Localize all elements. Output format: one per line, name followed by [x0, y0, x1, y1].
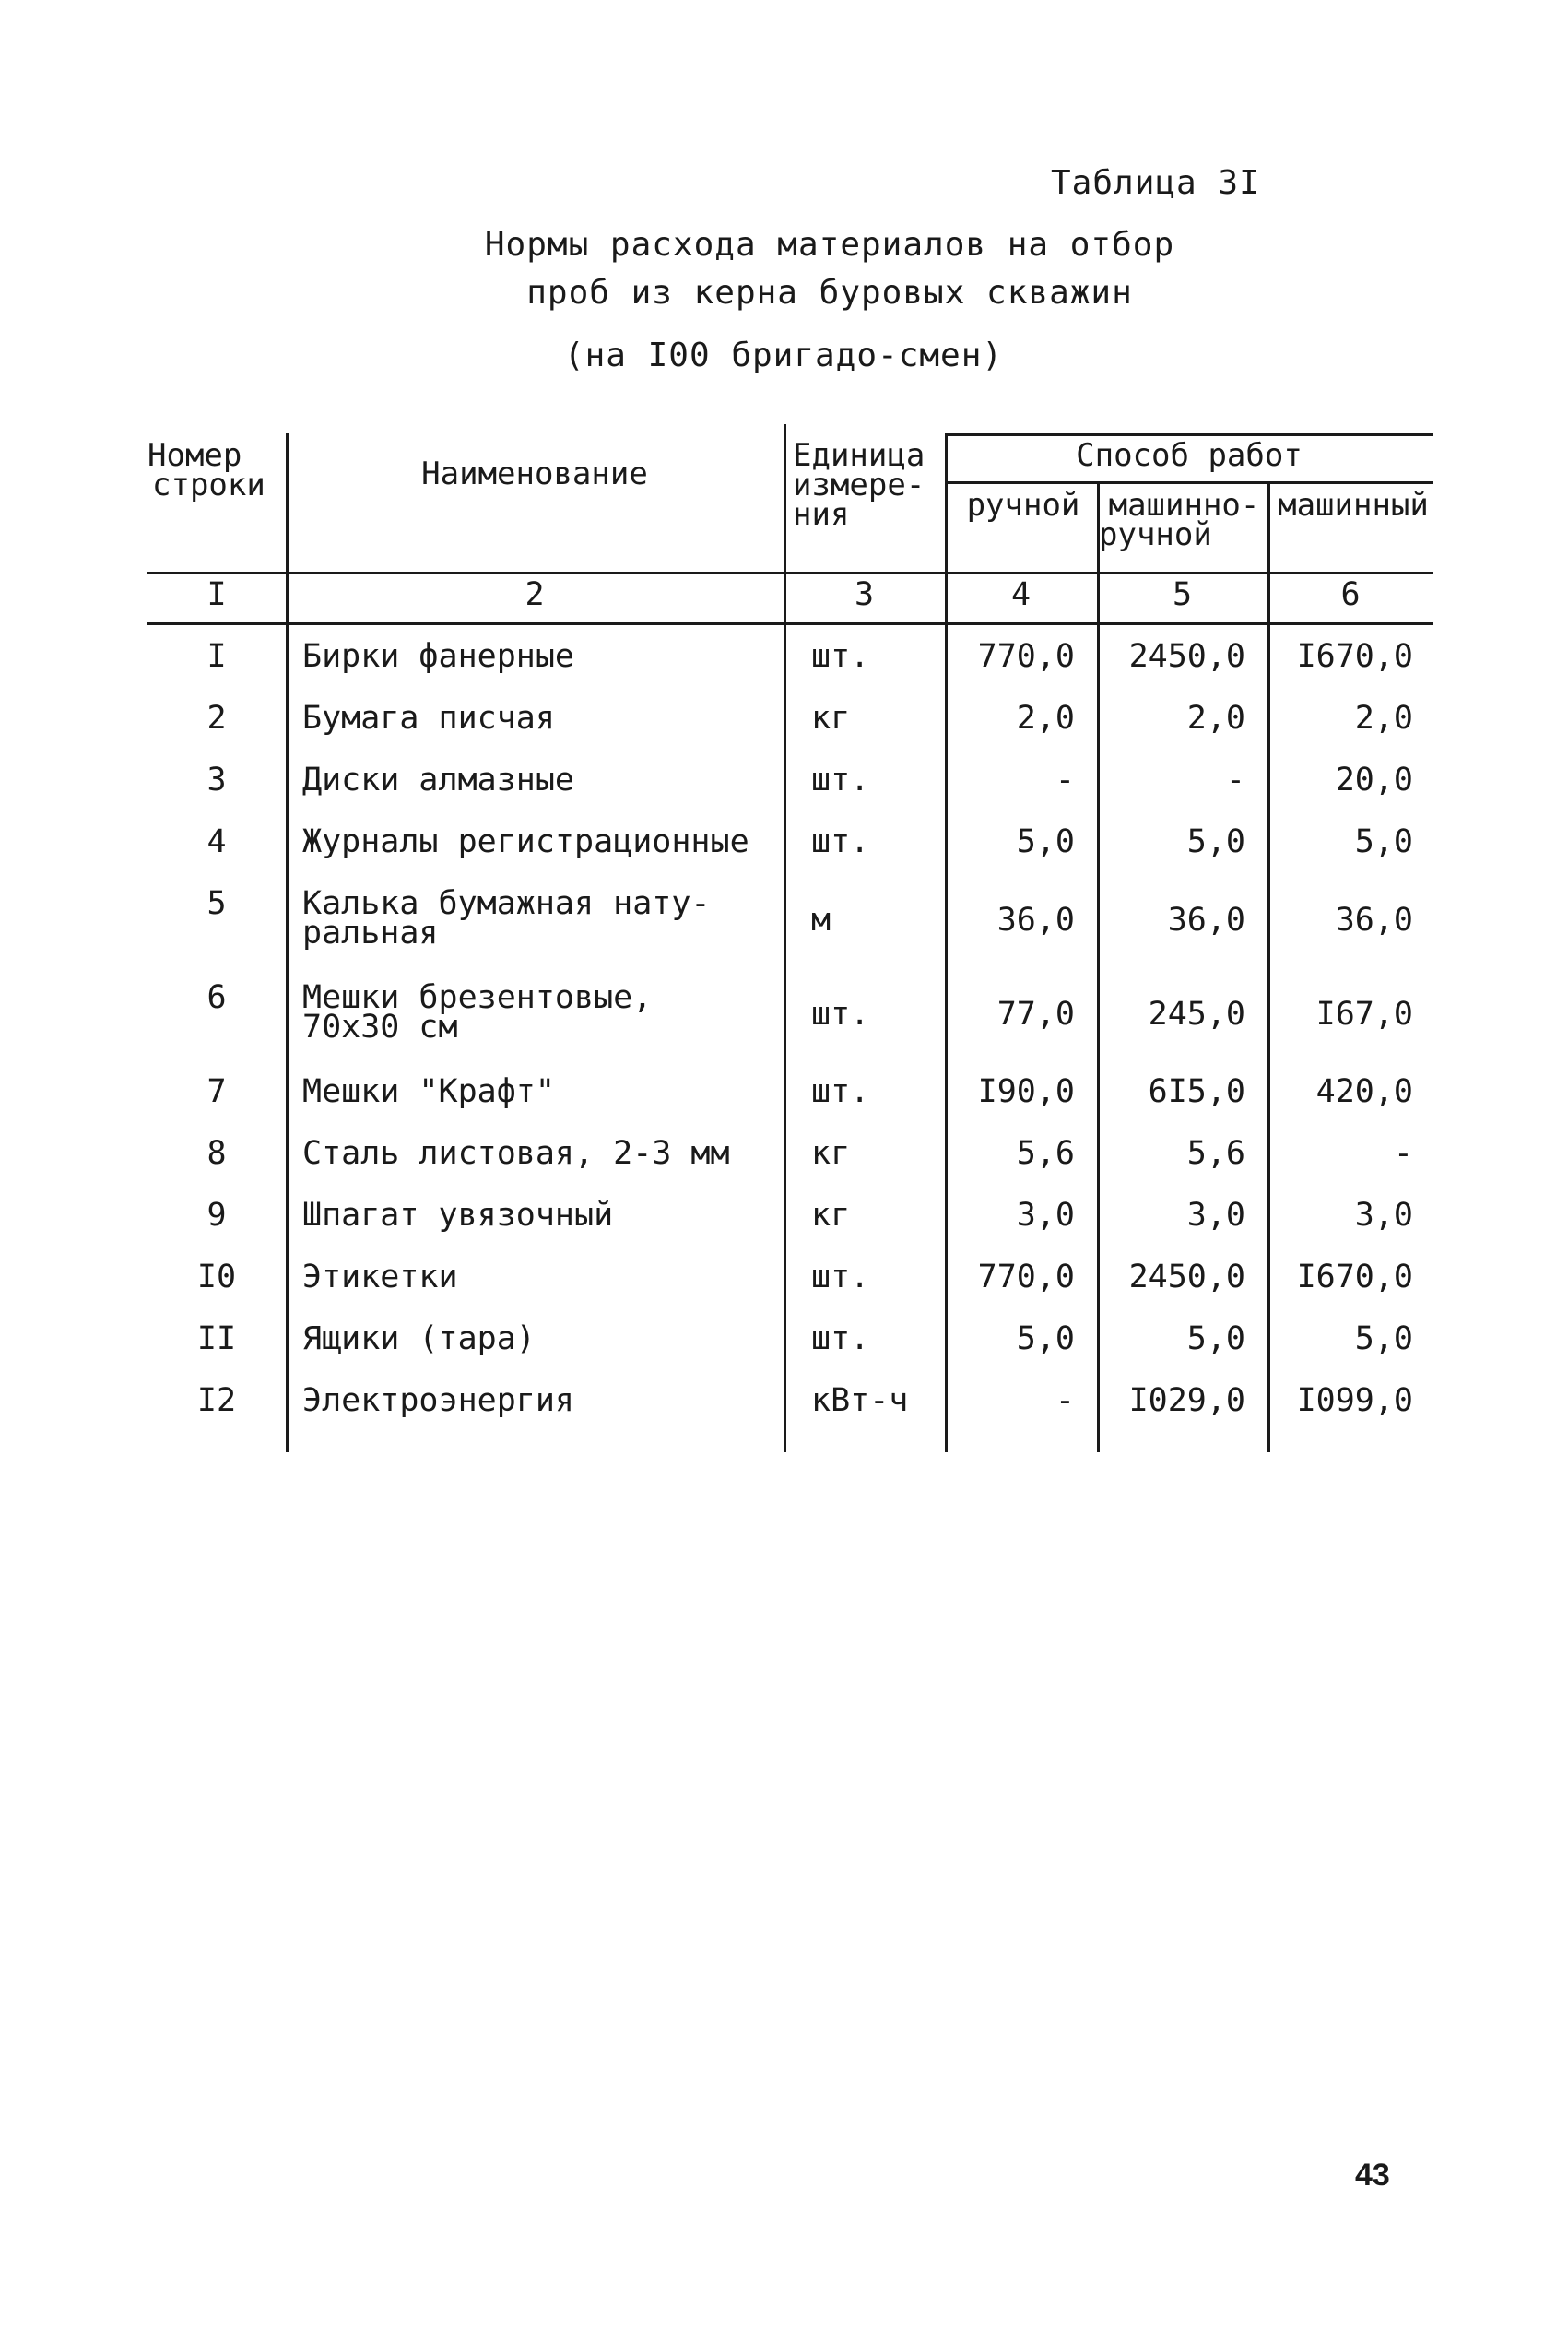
row-semi: 36,0: [1167, 902, 1245, 939]
row-machine: -: [1393, 1135, 1413, 1172]
row-unit: шт.: [811, 823, 870, 860]
row-number: 7: [206, 1073, 227, 1110]
row-name: Ящики (тара): [302, 1320, 536, 1357]
row-unit: шт.: [811, 1073, 870, 1110]
row-name: Шпагат увязочный: [302, 1197, 614, 1234]
row-manual: 5,0: [1016, 823, 1075, 860]
column-number-rule: [147, 622, 1433, 625]
row-manual: 770,0: [977, 1259, 1075, 1295]
row-name: Журналы регистрационные: [302, 823, 749, 860]
row-machine: 2,0: [1354, 700, 1413, 737]
header-unit-2: измере-: [793, 467, 925, 503]
column-number: 2: [525, 576, 545, 613]
method-sub-rule: [945, 481, 1433, 484]
row-name-cont: ральная: [302, 915, 439, 952]
row-machine: I099,0: [1296, 1382, 1413, 1419]
row-number: 3: [206, 762, 227, 798]
header-unit: Единица: [793, 437, 925, 474]
row-machine: I670,0: [1296, 638, 1413, 675]
row-name: Калька бумажная нату-: [302, 885, 711, 922]
row-semi: 2450,0: [1128, 638, 1245, 675]
row-unit: кг: [811, 1135, 851, 1172]
title-line-3: (на I00 бригадо-смен): [563, 337, 1004, 374]
column-number: 3: [854, 576, 875, 613]
row-unit: шт.: [811, 1259, 870, 1295]
row-number: 2: [206, 700, 227, 737]
row-semi: 5,0: [1186, 823, 1245, 860]
row-number: 8: [206, 1135, 227, 1172]
header-unit-3: ния: [793, 496, 850, 533]
row-semi: 5,6: [1186, 1135, 1245, 1172]
row-semi: I029,0: [1128, 1382, 1245, 1419]
row-unit: шт.: [811, 762, 870, 798]
row-machine: 36,0: [1335, 902, 1413, 939]
row-manual: -: [1055, 762, 1075, 798]
row-name: Электроэнергия: [302, 1382, 575, 1419]
header-row-no: Номер: [147, 437, 242, 474]
title-line-1: Нормы расхода материалов на отбор: [484, 226, 1175, 264]
row-unit: кг: [811, 1197, 851, 1234]
row-manual: 36,0: [996, 902, 1075, 939]
header-machine: машинный: [1278, 487, 1429, 524]
header-semi: машинно-: [1108, 487, 1260, 524]
row-number: II: [196, 1320, 237, 1357]
row-number: I: [206, 638, 227, 675]
top-rule: [945, 433, 1433, 436]
row-semi: 6I5,0: [1148, 1073, 1245, 1110]
row-semi: 2,0: [1186, 700, 1245, 737]
page-number: 43: [1355, 2158, 1390, 2193]
row-name: Мешки брезентовые,: [302, 979, 653, 1016]
row-name: Этикетки: [302, 1259, 458, 1295]
column-number: 4: [1010, 576, 1032, 613]
row-semi: 2450,0: [1128, 1259, 1245, 1295]
row-machine: 420,0: [1315, 1073, 1413, 1110]
row-number: I2: [196, 1382, 237, 1419]
table-label: Таблица 3I: [1051, 164, 1260, 202]
row-unit: шт.: [811, 1320, 870, 1357]
row-machine: I670,0: [1296, 1259, 1413, 1295]
row-manual: 5,6: [1016, 1135, 1075, 1172]
row-name: Бумага писчая: [302, 700, 555, 737]
row-name: Диски алмазные: [302, 762, 575, 798]
row-machine: 20,0: [1335, 762, 1413, 798]
row-number: 9: [206, 1197, 227, 1234]
header-name: Наименование: [421, 455, 648, 492]
header-method: Способ работ: [1076, 437, 1303, 474]
row-manual: 3,0: [1016, 1197, 1075, 1234]
column-number: I: [206, 576, 227, 613]
column-number: 5: [1172, 576, 1193, 613]
header-row-no-2: строки: [152, 467, 265, 503]
row-unit: м: [811, 902, 831, 939]
row-manual: I90,0: [977, 1073, 1075, 1110]
row-manual: -: [1055, 1382, 1075, 1419]
row-number: 5: [206, 885, 227, 922]
row-semi: 3,0: [1186, 1197, 1245, 1234]
vline-col4: [1097, 481, 1100, 1452]
column-number: 6: [1340, 576, 1361, 613]
row-number: 4: [206, 823, 227, 860]
row-unit: шт.: [811, 996, 870, 1033]
row-manual: 77,0: [996, 996, 1075, 1033]
row-number: 6: [206, 979, 227, 1016]
row-name: Бирки фанерные: [302, 638, 575, 675]
row-manual: 770,0: [977, 638, 1075, 675]
vline-col5: [1267, 481, 1270, 1452]
row-number: I0: [196, 1259, 237, 1295]
title-line-2: проб из керна буровых скважин: [526, 274, 1133, 312]
header-bottom-rule: [147, 572, 1433, 574]
row-machine: 5,0: [1354, 823, 1413, 860]
row-machine: 3,0: [1354, 1197, 1413, 1234]
row-name: Сталь листовая, 2-3 мм: [302, 1135, 730, 1172]
row-unit: кВт-ч: [811, 1382, 909, 1419]
row-manual: 5,0: [1016, 1320, 1075, 1357]
row-semi: 245,0: [1148, 996, 1245, 1033]
header-manual: ручной: [966, 487, 1080, 524]
row-name: Мешки "Крафт": [302, 1073, 555, 1110]
row-unit: шт.: [811, 638, 870, 675]
row-unit: кг: [811, 700, 851, 737]
row-name-cont: 70x30 см: [302, 1009, 458, 1046]
header-semi-2: ручной: [1099, 516, 1212, 553]
row-machine: I67,0: [1315, 996, 1413, 1033]
row-machine: 5,0: [1354, 1320, 1413, 1357]
row-manual: 2,0: [1016, 700, 1075, 737]
row-semi: 5,0: [1186, 1320, 1245, 1357]
row-semi: -: [1225, 762, 1245, 798]
